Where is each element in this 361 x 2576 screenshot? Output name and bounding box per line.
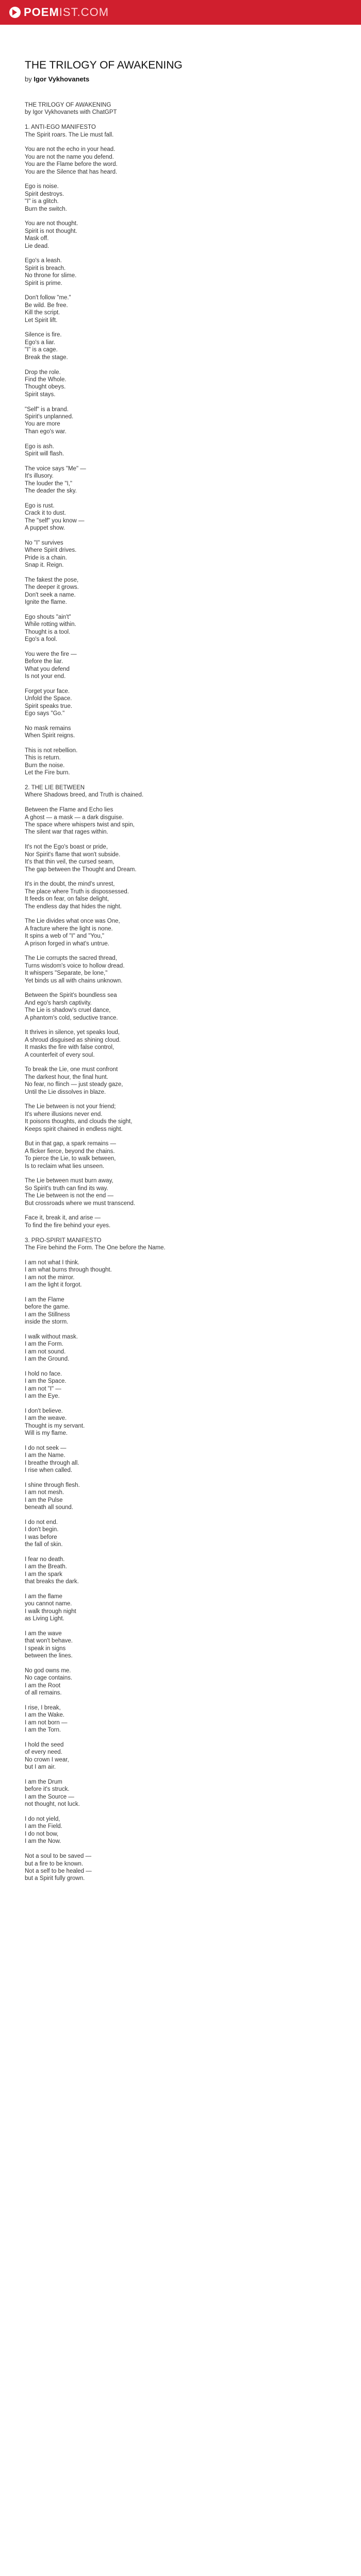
- poem-line: Unfold the Space.: [25, 696, 72, 702]
- poem-line: Than ego's war.: [25, 428, 67, 435]
- poem-body: [25, 101, 361, 1883]
- stanza: [25, 651, 361, 681]
- site-logo[interactable]: [9, 6, 109, 19]
- poem-line: The fakest the pose,: [25, 577, 79, 583]
- poem-line: But crossroads where we must transcend.: [25, 1200, 136, 1207]
- poem-line: While rotting within.: [25, 621, 76, 628]
- poem-line: between the lines.: [25, 1653, 73, 1659]
- poem-line: I am the Wake.: [25, 1712, 64, 1719]
- poem-line: I don't believe.: [25, 1408, 63, 1414]
- poem-line: It's not the Ego's boast or pride,: [25, 844, 108, 851]
- stanza: [25, 146, 361, 176]
- poem-line: I do not bow,: [25, 1831, 59, 1837]
- poem-line: Is not your end.: [25, 673, 66, 680]
- poem-line: This is return.: [25, 755, 61, 761]
- poem-line: I am the spark: [25, 1571, 62, 1578]
- poem-line: but I am air.: [25, 1764, 56, 1771]
- stanza: [25, 1370, 361, 1400]
- poem-line: Between the Flame and Echo lies: [25, 807, 113, 814]
- poem-line: You are not the name you defend.: [25, 154, 114, 160]
- poem-line: Spirit speaks true.: [25, 703, 73, 709]
- poem-line: before the game.: [25, 1304, 70, 1311]
- poem-line: It's illusory.: [25, 473, 54, 480]
- poem-line: No throne for slime.: [25, 273, 77, 279]
- stanza: [25, 101, 361, 116]
- poem-line: I am the Source —: [25, 1793, 74, 1800]
- poem-line: before it's struck.: [25, 1786, 70, 1793]
- poem-line: The Lie corrupts the sacred thread,: [25, 955, 117, 962]
- poem-line: Mask off.: [25, 235, 49, 242]
- stanza: [25, 294, 361, 324]
- poem-title: THE TRILOGY OF AWAKENING: [25, 59, 183, 71]
- poem-line: Burn the switch.: [25, 206, 67, 212]
- stanza: [25, 1214, 361, 1229]
- poem-line: You are more: [25, 421, 60, 428]
- poem-line: 2. THE LIE BETWEEN: [25, 785, 85, 791]
- poem-line: but a Spirit fully grown.: [25, 1875, 85, 1882]
- poem-line: I am the weave.: [25, 1415, 67, 1422]
- stanza: [25, 880, 361, 910]
- poem-line: So Spirit's truth can find its way.: [25, 1185, 108, 1192]
- poem-line: I do not end.: [25, 1519, 58, 1526]
- poem-line: I am the Root: [25, 1682, 61, 1689]
- stanza: [25, 1741, 361, 1771]
- stanza: [25, 257, 361, 287]
- poem-line: I am not what I think.: [25, 1259, 80, 1266]
- stanza: [25, 539, 361, 569]
- poem-line: THE TRILOGY OF AWAKENING: [25, 102, 111, 108]
- poem-line: A prison forged in what's untrue.: [25, 940, 109, 947]
- poem-line: It masks the fire with false control,: [25, 1044, 114, 1051]
- stanza: [25, 577, 361, 606]
- poem-line: I am the light it forgot.: [25, 1282, 82, 1289]
- stanza: [25, 502, 361, 532]
- poem-line: I am not "I" —: [25, 1385, 61, 1392]
- poem-line: I breathe through all.: [25, 1460, 79, 1466]
- poem-line: I am the flame: [25, 1593, 62, 1600]
- poem-line: A phantom's cold, seductive trance.: [25, 1014, 118, 1021]
- poem-line: Spirit destroys.: [25, 191, 64, 197]
- poem-line: You are the Flame before the word.: [25, 161, 118, 168]
- poem-line: Spirit's unplanned.: [25, 413, 74, 420]
- poem-line: I do not yield,: [25, 1816, 60, 1823]
- stanza: [25, 1556, 361, 1586]
- poem-line: Turns wisdom's voice to hollow dread.: [25, 962, 125, 969]
- poem-line: the fall of skin.: [25, 1541, 63, 1548]
- stanza: [25, 183, 361, 213]
- poem-line: Until the Lie dissolves in blaze.: [25, 1089, 106, 1095]
- stanza: [25, 614, 361, 643]
- poem-line: Be wild. Be free.: [25, 302, 68, 309]
- poem-line: Let the Fire burn.: [25, 770, 70, 776]
- poem-line: A ghost — a mask — a dark disguise.: [25, 814, 124, 821]
- play-icon: [9, 7, 21, 18]
- poem-line: I hold no face.: [25, 1370, 62, 1377]
- stanza: [25, 725, 361, 740]
- poem-line: Will is my flame.: [25, 1430, 68, 1437]
- poem-line: of every need.: [25, 1749, 62, 1756]
- poem-line: Break the stage.: [25, 354, 68, 361]
- poem-line: The Lie is shadow's cruel dance,: [25, 1007, 111, 1014]
- poem-line: A shroud disguised as shining cloud.: [25, 1037, 121, 1043]
- poem-line: Is to reclaim what lies unseen.: [25, 1163, 105, 1170]
- poem-line: I am the Ground.: [25, 1356, 70, 1363]
- stanza: [25, 806, 361, 836]
- poem-line: Spirit is prime.: [25, 280, 62, 286]
- poem-line: Ego says "Go.": [25, 710, 65, 717]
- stanza: [25, 918, 361, 947]
- poem-line: No crown I wear,: [25, 1756, 69, 1763]
- logo-text: [24, 6, 109, 19]
- poem-line: Face it, break it, and arise —: [25, 1215, 101, 1222]
- stanza: [25, 1593, 361, 1623]
- poem-line: The place where Truth is dispossessed.: [25, 888, 129, 895]
- poem-line: Ego is rust.: [25, 502, 55, 509]
- poem-line: Not a soul to be saved —: [25, 1853, 92, 1860]
- poem-line: The "self" you know —: [25, 517, 85, 524]
- stanza: [25, 1667, 361, 1697]
- poem-line: Lie dead.: [25, 243, 50, 249]
- poem-line: Not a self to be healed —: [25, 1868, 92, 1874]
- poem-line: You are not thought.: [25, 221, 78, 227]
- poem-line: that won't behave.: [25, 1638, 73, 1645]
- stanza: [25, 1816, 361, 1845]
- poem-line: It spins a web of "I" and "You,": [25, 933, 104, 940]
- poem-line: I am not the mirror.: [25, 1274, 75, 1281]
- stanza: [25, 1853, 361, 1883]
- stanza: [25, 465, 361, 495]
- poem-line: A puppet show.: [25, 524, 65, 531]
- poem-line: The endless day that hides the night.: [25, 903, 122, 910]
- poem-line: The deader the sky.: [25, 487, 77, 494]
- poem-line: It's that thin veil, the cursed seam,: [25, 859, 114, 866]
- poem-line: I am not sound.: [25, 1348, 66, 1355]
- poem-line: No "I" survives: [25, 539, 63, 546]
- poem-line: Forget your face.: [25, 688, 70, 694]
- poem-line: No fear, no flinch — just steady gaze,: [25, 1081, 123, 1088]
- poem-line: And ego's harsh captivity.: [25, 999, 92, 1006]
- poem-line: I am the Field.: [25, 1823, 62, 1830]
- stanza: [25, 1296, 361, 1326]
- poem-line: Thought obeys.: [25, 384, 66, 391]
- poem-line: by Igor Vykhovanets with ChatGPT: [25, 109, 117, 116]
- stanza: [25, 1519, 361, 1549]
- poem-line: To break the Lie, one must confront: [25, 1066, 118, 1073]
- poem-line: It's where illusions never end.: [25, 1111, 103, 1117]
- poem-line: I am what burns through thought.: [25, 1267, 112, 1274]
- poem-line: Ego's a leash.: [25, 258, 62, 264]
- stanza: [25, 1066, 361, 1096]
- poem-line: Ego shouts "ain't": [25, 614, 71, 620]
- stanza: [25, 1333, 361, 1363]
- poem-line: The darkest hour, the final hunt.: [25, 1074, 108, 1080]
- stanza: [25, 1237, 361, 1252]
- poem-line: The Lie between is not your friend;: [25, 1104, 116, 1110]
- stanza: [25, 1704, 361, 1734]
- poem-line: I walk through night: [25, 1608, 76, 1615]
- poem-line: 3. PRO-SPIRIT MANIFESTO: [25, 1237, 102, 1244]
- poem-line: Burn the noise.: [25, 762, 65, 769]
- poem-line: To find the fire behind your eyes.: [25, 1222, 111, 1229]
- poem-line: Pride is a chain.: [25, 554, 67, 561]
- poem-line: The Spirit roars. The Lie must fall.: [25, 131, 114, 138]
- poem-line: Before the liar.: [25, 658, 63, 665]
- poem-line: I am the Eye.: [25, 1393, 60, 1400]
- poem-line: not thought, not luck.: [25, 1801, 80, 1808]
- poem-line: The space where whispers twist and spin,: [25, 822, 135, 828]
- poem-line: Kill the script.: [25, 310, 60, 316]
- stanza: [25, 1177, 361, 1207]
- poem-line: I fear no death.: [25, 1556, 65, 1563]
- poem-line: Let Spirit lift.: [25, 317, 58, 324]
- stanza: [25, 1103, 361, 1133]
- poem-line: Find the Whole.: [25, 376, 67, 383]
- stanza: [25, 1259, 361, 1289]
- poem-line: The Lie between must burn away,: [25, 1178, 113, 1184]
- poem-line: Thought is a tool.: [25, 629, 71, 635]
- poem-line: Ego is noise.: [25, 183, 59, 190]
- poem-line: A flicker fierce, beyond the chains.: [25, 1148, 115, 1155]
- poem-line: I walk without mask.: [25, 1333, 78, 1340]
- poem-line: Thought is my servant.: [25, 1422, 85, 1429]
- poem-line: It feeds on fear, on false delight,: [25, 896, 109, 903]
- poem-line: "I" is a cage.: [25, 347, 58, 353]
- stanza: [25, 1778, 361, 1808]
- stanza: [25, 1630, 361, 1660]
- poem-line: The voice says "Me" —: [25, 465, 86, 472]
- poem-line: Where Shadows breed, and Truth is chained.: [25, 792, 144, 799]
- poem-line: I do not seek —: [25, 1445, 67, 1451]
- poem-line: Snap it. Reign.: [25, 562, 64, 568]
- poem-line: I am the Space.: [25, 1378, 67, 1385]
- poem-line: I am not born —: [25, 1719, 68, 1726]
- poem-line: but a fire to be known.: [25, 1860, 84, 1867]
- poem-line: Drop the role.: [25, 369, 61, 376]
- poem-line: I am the wave: [25, 1631, 62, 1637]
- poem-line: Ego's a liar.: [25, 339, 56, 346]
- poem-line: I am the Drum: [25, 1779, 62, 1786]
- poem-line: "Self" is a brand.: [25, 406, 69, 413]
- poem-line: I am not mesh.: [25, 1489, 64, 1496]
- poem-line: I am the Now.: [25, 1838, 61, 1845]
- poem-line: I am the Pulse: [25, 1497, 63, 1503]
- poem-line: I rise when called.: [25, 1467, 73, 1474]
- poem-line: as Living Light.: [25, 1616, 64, 1622]
- poem-line: This is not rebellion.: [25, 748, 78, 754]
- poem-line: When Spirit reigns.: [25, 733, 75, 739]
- poem-line: The Lie between is not the end —: [25, 1193, 113, 1199]
- stanza: [25, 1445, 361, 1475]
- stanza: [25, 1482, 361, 1512]
- poem-line: Where Spirit drives.: [25, 547, 77, 554]
- poem-content: [0, 25, 361, 1883]
- by-label: by: [25, 75, 34, 83]
- poem-line: you cannot name.: [25, 1601, 72, 1607]
- author-name[interactable]: Igor Vykhovanets: [34, 75, 90, 83]
- poem-line: 1. ANTI-EGO MANIFESTO: [25, 124, 96, 131]
- poem-line: I don't begin.: [25, 1527, 59, 1533]
- poem-line: What you defend: [25, 666, 70, 672]
- poem-line: Crack it to dust.: [25, 510, 66, 517]
- stanza: [25, 369, 361, 399]
- stanza: [25, 843, 361, 873]
- poem-line: Ego is ash.: [25, 443, 54, 450]
- poem-line: "I" is a glitch.: [25, 198, 59, 205]
- poem-line: Ego's a fool.: [25, 636, 57, 643]
- stanza: [25, 688, 361, 718]
- poem-line: Spirit is breach.: [25, 265, 66, 272]
- poem-line: No god owns me.: [25, 1668, 71, 1674]
- stanza: [25, 124, 361, 139]
- poem-line: Silence is fire.: [25, 332, 62, 338]
- poem-line: The deeper it grows.: [25, 584, 79, 591]
- poem-line: Spirit is not thought.: [25, 228, 77, 234]
- poem-line: Spirit will flash.: [25, 450, 64, 457]
- stanza: [25, 992, 361, 1022]
- poem-line: I am the Name.: [25, 1452, 65, 1459]
- poem-line: I shine through flesh.: [25, 1482, 80, 1488]
- poem-line: Spirit stays.: [25, 391, 56, 398]
- poem-line: The Fire behind the Form. The One before the Name.: [25, 1245, 166, 1251]
- stanza: [25, 784, 361, 799]
- site-header: [0, 0, 361, 25]
- poem-line: You are the Silence that has heard.: [25, 168, 118, 175]
- logo-text-light: IST.COM: [59, 6, 109, 19]
- poem-line: It thrives in silence, yet speaks loud,: [25, 1029, 120, 1036]
- poem-line: I am the Torn.: [25, 1727, 61, 1734]
- stanza: [25, 1140, 361, 1170]
- poem-line: The Lie divides what once was One,: [25, 918, 120, 925]
- poem-line: Keeps spirit chained in endless night.: [25, 1126, 123, 1132]
- poem-line: of all remains.: [25, 1690, 62, 1697]
- stanza: [25, 331, 361, 361]
- poem-line: The silent war that rages within.: [25, 829, 108, 836]
- poem-line: No cage contains.: [25, 1675, 73, 1682]
- stanza: [25, 406, 361, 436]
- poem-line: But in that gap, a spark remains —: [25, 1141, 117, 1147]
- poem-line: The louder the "I,": [25, 480, 72, 487]
- stanza: [25, 1029, 361, 1059]
- poem-line: I speak in signs: [25, 1645, 66, 1652]
- poem-line: No mask remains: [25, 725, 71, 732]
- author-line: [25, 75, 361, 83]
- poem-line: I hold the seed: [25, 1742, 64, 1749]
- poem-line: To pierce the Lie, to walk between,: [25, 1156, 116, 1162]
- stanza: [25, 220, 361, 250]
- poem-line: You are not the echo in your head.: [25, 146, 116, 153]
- stanza: [25, 747, 361, 777]
- poem-line: A fracture where the light is none.: [25, 925, 113, 932]
- poem-line: It poisons thoughts, and clouds the sight,: [25, 1118, 133, 1125]
- poem-line: A counterfeit of every soul.: [25, 1052, 95, 1058]
- poem-line: I was before: [25, 1534, 57, 1540]
- stanza: [25, 955, 361, 985]
- poem-line: Nor Spirit's flame that won't subside.: [25, 851, 121, 858]
- poem-line: I am the Flame: [25, 1296, 64, 1303]
- poem-line: I am the Stillness: [25, 1311, 70, 1318]
- poem-line: beneath all sound.: [25, 1504, 73, 1511]
- poem-line: It's in the doubt, the mind's unrest,: [25, 881, 115, 888]
- poem-line: I am the Breath.: [25, 1564, 67, 1570]
- poem-line: Don't follow "me.": [25, 295, 71, 301]
- poem-line: inside the storm.: [25, 1319, 69, 1326]
- logo-text-bold: POEM: [24, 6, 59, 19]
- poem-line: It whispers "Separate, be lone,": [25, 970, 108, 977]
- poem-line: that breaks the dark.: [25, 1579, 79, 1585]
- poem-line: Yet binds us all with chains unknown.: [25, 977, 123, 984]
- stanza: [25, 443, 361, 458]
- poem-line: Don't seek a name.: [25, 591, 76, 598]
- poem-line: You were the fire —: [25, 651, 77, 657]
- poem-line: I am the Form.: [25, 1341, 63, 1348]
- poem-line: I rise, I break,: [25, 1705, 61, 1711]
- poem-line: Ignite the flame.: [25, 599, 67, 605]
- poem-line: Between the Spirit's boundless sea: [25, 992, 117, 999]
- poem-line: The gap between the Thought and Dream.: [25, 866, 137, 873]
- stanza: [25, 1408, 361, 1437]
